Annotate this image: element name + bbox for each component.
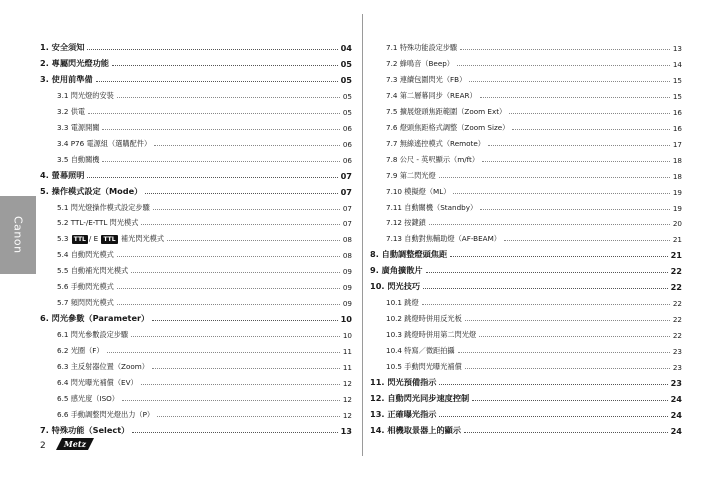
dot-leader bbox=[439, 177, 670, 178]
toc-entry bbox=[40, 423, 352, 436]
toc-entry-label: 補光閃光模式 bbox=[120, 234, 165, 244]
toc-entry bbox=[57, 263, 352, 276]
dot-leader bbox=[117, 304, 340, 305]
ttl-badge: TTL bbox=[103, 236, 116, 244]
dot-leader bbox=[465, 320, 670, 321]
toc-entry bbox=[370, 391, 682, 404]
toc-entry-title: 7.10 模擬燈（ML） bbox=[386, 186, 451, 196]
toc-entry-page: 06 bbox=[342, 155, 352, 165]
page-number: 2 bbox=[40, 441, 46, 451]
toc-entry bbox=[57, 375, 352, 388]
dot-leader bbox=[509, 113, 670, 114]
dot-leader bbox=[153, 209, 340, 210]
dot-leader bbox=[465, 368, 670, 369]
toc-entry bbox=[370, 247, 682, 260]
toc-entry-page: 17 bbox=[672, 139, 682, 149]
toc-entry bbox=[40, 184, 352, 197]
toc-entry-title: 5.6 手動閃光模式 bbox=[57, 282, 114, 292]
dot-leader bbox=[458, 352, 670, 353]
toc-entry bbox=[57, 359, 352, 372]
toc-entry-title: 7.4 第二層幕同步（REAR） bbox=[386, 90, 477, 100]
toc-entry-page: 13 bbox=[340, 425, 352, 436]
dot-leader bbox=[122, 400, 340, 401]
toc-entry-page: 09 bbox=[342, 283, 352, 293]
toc-entry-title: 3.1 閃光燈的安裝 bbox=[57, 90, 114, 100]
toc-entry-title: 7.11 自動關機（Standby） bbox=[386, 202, 478, 212]
toc-entry bbox=[40, 72, 352, 85]
toc-entry bbox=[57, 120, 352, 133]
toc-entry bbox=[57, 327, 352, 340]
toc-entry-page: 16 bbox=[672, 123, 682, 133]
dot-leader bbox=[88, 113, 340, 114]
toc-entry bbox=[57, 279, 352, 292]
toc-entry-page: 23 bbox=[670, 377, 682, 388]
toc-entry-page: 22 bbox=[670, 266, 682, 277]
dot-leader bbox=[154, 145, 340, 146]
toc-entry-page: 05 bbox=[342, 91, 352, 101]
dot-leader bbox=[152, 368, 340, 369]
toc-entry bbox=[57, 343, 352, 356]
toc-entry-page: 07 bbox=[340, 186, 352, 197]
dot-leader bbox=[157, 416, 340, 417]
side-tab-label: Canon bbox=[11, 216, 25, 254]
toc-entry-page: 22 bbox=[670, 282, 682, 293]
toc-entry-page: 12 bbox=[342, 394, 352, 404]
toc-entry-page: 15 bbox=[672, 75, 682, 85]
toc-entry bbox=[386, 184, 682, 197]
dot-leader bbox=[464, 432, 668, 433]
dot-leader bbox=[480, 97, 670, 98]
dot-leader bbox=[141, 384, 340, 385]
toc-entry-title: 14. 相機取景器上的顯示 bbox=[370, 424, 462, 435]
dot-leader bbox=[107, 352, 340, 353]
dot-leader bbox=[480, 209, 670, 210]
toc-entry-page: 15 bbox=[672, 91, 682, 101]
toc-entry-title: 6.3 主反射器位置（Zoom） bbox=[57, 362, 149, 371]
toc-entry-title: 6.2 光圈（F） bbox=[57, 346, 104, 356]
toc-entry-title: 2. 專屬閃光燈功能 bbox=[40, 57, 109, 68]
metz-logo bbox=[54, 437, 96, 451]
toc-entry-page: 11 bbox=[342, 363, 352, 372]
toc-entry bbox=[386, 104, 682, 117]
toc-entry-page: 05 bbox=[340, 74, 352, 85]
toc-entry bbox=[386, 168, 682, 181]
toc-entry-page: 21 bbox=[672, 235, 682, 245]
toc-entry bbox=[386, 152, 682, 165]
toc-entry bbox=[386, 295, 682, 308]
toc-entry bbox=[57, 231, 352, 244]
dot-leader bbox=[504, 240, 670, 241]
toc-entry-page: 11 bbox=[342, 347, 352, 357]
toc-entry-title: 5.7 頻閃閃光模式 bbox=[57, 298, 114, 308]
toc-entry-title: 10.4 特寫／微距拍攝 bbox=[386, 346, 455, 356]
dot-leader bbox=[112, 65, 338, 66]
dot-leader bbox=[439, 384, 667, 385]
toc-entry bbox=[386, 120, 682, 133]
dot-leader bbox=[479, 336, 670, 337]
dot-leader bbox=[457, 65, 670, 66]
toc-entry-title: 7.13 自動對焦輔助燈（AF-BEAM） bbox=[386, 234, 501, 244]
toc-entry bbox=[57, 247, 352, 260]
toc-entry bbox=[40, 40, 352, 53]
toc-entry-title: 3.4 P76 電源組（選購配件） bbox=[57, 138, 152, 148]
dot-leader bbox=[469, 81, 670, 82]
dot-leader bbox=[117, 256, 340, 257]
toc-entry-title: 12. 自動閃光同步速度控制 bbox=[370, 392, 470, 403]
toc-entry-title: 5.1 閃光燈操作模式設定步驟 bbox=[57, 202, 150, 212]
toc-entry bbox=[386, 215, 682, 228]
toc-entry bbox=[370, 263, 682, 276]
dot-leader bbox=[482, 161, 670, 162]
toc-entry-title: 10.5 手動閃光曝光補償 bbox=[386, 362, 462, 371]
toc-entry-title: 7.5 擴展燈頭焦距範圍（Zoom Ext） bbox=[386, 106, 507, 116]
toc-entry-page: 24 bbox=[670, 425, 682, 436]
dot-leader bbox=[131, 336, 340, 337]
dot-leader bbox=[426, 272, 668, 273]
toc-entry-title: 7.12 按鍵鎖 bbox=[386, 218, 426, 228]
toc-entry-title: 6. 閃光參數（Parameter） bbox=[40, 313, 150, 324]
side-tab bbox=[0, 196, 36, 274]
dot-leader bbox=[167, 240, 340, 241]
dot-leader bbox=[102, 161, 339, 162]
dot-leader bbox=[460, 49, 670, 50]
toc-entry-title: 10. 閃光技巧 bbox=[370, 281, 421, 292]
toc-entry bbox=[386, 343, 682, 356]
toc-entry-title: 8. 自動調整燈頭焦距 bbox=[370, 249, 448, 260]
dot-leader bbox=[141, 224, 339, 225]
toc-entry bbox=[57, 104, 352, 117]
toc-entry-page: 12 bbox=[342, 410, 352, 420]
dot-leader bbox=[87, 177, 337, 178]
toc-entry-title: 3.2 供電 bbox=[57, 106, 86, 116]
dot-leader bbox=[117, 97, 340, 98]
toc-entry bbox=[40, 56, 352, 69]
toc-entry-page: 07 bbox=[340, 170, 352, 181]
toc-entry bbox=[386, 327, 682, 340]
toc-entry bbox=[386, 359, 682, 372]
toc-entry-title: 7. 特殊功能（Select） bbox=[40, 424, 130, 435]
toc-entry-title: 7.6 燈頭焦距格式調整（Zoom Size） bbox=[386, 122, 510, 132]
toc-entry-title: 10.3 跳燈時併用第二閃光燈 bbox=[386, 330, 477, 340]
toc-entry bbox=[386, 56, 682, 69]
metz-logo-text: Metz bbox=[63, 439, 87, 449]
toc-entry-title: 6.6 手動調整閃光燈出力（P） bbox=[57, 409, 155, 419]
dot-leader bbox=[488, 145, 670, 146]
toc-entry-page: 18 bbox=[672, 155, 682, 165]
toc-entry bbox=[386, 40, 682, 53]
toc-entry-title: 11. 閃光預備指示 bbox=[370, 376, 437, 387]
toc-entry-page: 19 bbox=[672, 187, 682, 197]
dot-leader bbox=[145, 193, 337, 194]
toc-entry-title bbox=[57, 234, 164, 244]
dot-leader bbox=[439, 416, 667, 417]
toc-entry-page: 23 bbox=[672, 363, 682, 372]
toc-entry-page: 20 bbox=[672, 219, 682, 229]
toc-entry-number: 5.3 bbox=[57, 234, 69, 244]
toc-entry-page: 10 bbox=[340, 314, 352, 325]
toc-entry-page: 24 bbox=[670, 409, 682, 420]
toc-entry-page: 22 bbox=[672, 299, 682, 309]
toc-entry bbox=[57, 200, 352, 213]
toc-entry bbox=[57, 88, 352, 101]
toc-entry-page: 24 bbox=[670, 393, 682, 404]
dot-leader bbox=[512, 129, 669, 130]
toc-entry-page: 21 bbox=[670, 250, 682, 261]
toc-entry-separator: / E bbox=[88, 234, 99, 244]
toc-entry-title: 7.3 連續包圍閃光（FB） bbox=[386, 74, 467, 84]
toc-entry-page: 05 bbox=[342, 107, 352, 117]
toc-entry-page: 05 bbox=[340, 58, 352, 69]
toc-entry bbox=[57, 407, 352, 420]
dot-leader bbox=[102, 129, 339, 130]
dot-leader bbox=[423, 288, 667, 289]
dot-leader bbox=[472, 400, 667, 401]
toc-entry-page: 23 bbox=[672, 347, 682, 357]
toc-entry bbox=[386, 136, 682, 149]
toc-entry bbox=[386, 72, 682, 85]
toc-entry-title: 7.2 蜂鳴音（Beep） bbox=[386, 58, 454, 68]
toc-entry-title: 7.7 無線遙控模式（Remote） bbox=[386, 138, 485, 148]
toc-entry-page: 18 bbox=[672, 171, 682, 181]
toc-entry bbox=[370, 279, 682, 292]
dot-leader bbox=[131, 272, 340, 273]
toc-entry-title: 5. 操作模式設定（Mode） bbox=[40, 185, 143, 196]
toc-entry-page: 06 bbox=[342, 123, 352, 133]
toc-entry-title: 5.5 自動補光閃光模式 bbox=[57, 266, 129, 276]
dot-leader bbox=[422, 304, 670, 305]
dot-leader bbox=[152, 320, 337, 321]
toc-entry-title: 6.1 閃光參數設定步驟 bbox=[57, 330, 129, 340]
toc-entry-title: 10.2 跳燈時併用反光板 bbox=[386, 314, 462, 324]
toc-entry bbox=[370, 407, 682, 420]
toc-entry-page: 07 bbox=[342, 203, 352, 213]
toc-entry-title: 7.1 特殊功能設定步驟 bbox=[386, 43, 458, 52]
toc-entry bbox=[40, 311, 352, 324]
dot-leader bbox=[132, 432, 337, 433]
toc-entry bbox=[386, 231, 682, 244]
toc-entry-title: 3.5 自動關機 bbox=[57, 154, 100, 164]
toc-entry-page: 04 bbox=[340, 43, 352, 53]
toc-entry-page: 22 bbox=[672, 331, 682, 341]
toc-entry bbox=[57, 152, 352, 165]
toc-entry-page: 14 bbox=[672, 59, 682, 69]
toc-entry-page: 08 bbox=[342, 235, 352, 245]
toc-entry bbox=[370, 423, 682, 436]
toc-entry-title: 4. 螢幕照明 bbox=[40, 169, 85, 180]
toc-entry-title: 3.3 電源開關 bbox=[57, 122, 100, 132]
toc-entry-title: 13. 正確曝光指示 bbox=[370, 408, 437, 419]
toc-entry-title: 1. 安全須知 bbox=[40, 42, 85, 52]
toc-entry-page: 07 bbox=[342, 219, 352, 229]
toc-entry-title: 6.5 感光度（ISO） bbox=[57, 393, 119, 403]
toc-entry-page: 08 bbox=[342, 251, 352, 261]
toc-entry bbox=[57, 295, 352, 308]
toc-entry-page: 16 bbox=[672, 107, 682, 117]
toc-entry bbox=[57, 136, 352, 149]
toc-entry bbox=[57, 391, 352, 404]
toc-entry-page: 09 bbox=[342, 267, 352, 277]
toc-entry-page: 09 bbox=[342, 299, 352, 309]
dot-leader bbox=[117, 288, 340, 289]
toc-entry-page: 06 bbox=[342, 139, 352, 149]
toc-entry bbox=[57, 215, 352, 228]
toc-entry-page: 13 bbox=[672, 44, 682, 53]
toc-entry-title: 10.1 跳燈 bbox=[386, 298, 419, 308]
toc-entry-title: 3. 使用前準備 bbox=[40, 73, 93, 84]
toc-entry-title: 5.4 自動閃光模式 bbox=[57, 250, 114, 260]
column-divider bbox=[362, 14, 363, 456]
ttl-badge: TTL bbox=[73, 236, 86, 244]
toc-entry-title: 6.4 閃光曝光補償（EV） bbox=[57, 377, 138, 387]
toc-entry-page: 22 bbox=[672, 315, 682, 325]
toc-entry-page: 12 bbox=[342, 378, 352, 388]
toc-entry-page: 19 bbox=[672, 203, 682, 213]
toc-entry-title: 5.2 TTL-/E-TTL 閃光模式 bbox=[57, 218, 139, 228]
dot-leader bbox=[429, 224, 670, 225]
toc-entry-title: 7.8 公尺 - 英呎顯示（m/ft） bbox=[386, 154, 480, 164]
dot-leader bbox=[87, 49, 337, 50]
dot-leader bbox=[450, 256, 667, 257]
toc-entry bbox=[370, 375, 682, 388]
toc-entry bbox=[386, 88, 682, 101]
dot-leader bbox=[96, 81, 338, 82]
toc-entry-title: 7.9 第二閃光燈 bbox=[386, 170, 436, 180]
dot-leader bbox=[453, 193, 669, 194]
toc-entry bbox=[386, 200, 682, 213]
toc-entry bbox=[40, 168, 352, 181]
toc-entry-title: 9. 廣角擴散片 bbox=[370, 265, 423, 276]
toc-entry-page: 10 bbox=[342, 331, 352, 341]
toc-entry bbox=[386, 311, 682, 324]
